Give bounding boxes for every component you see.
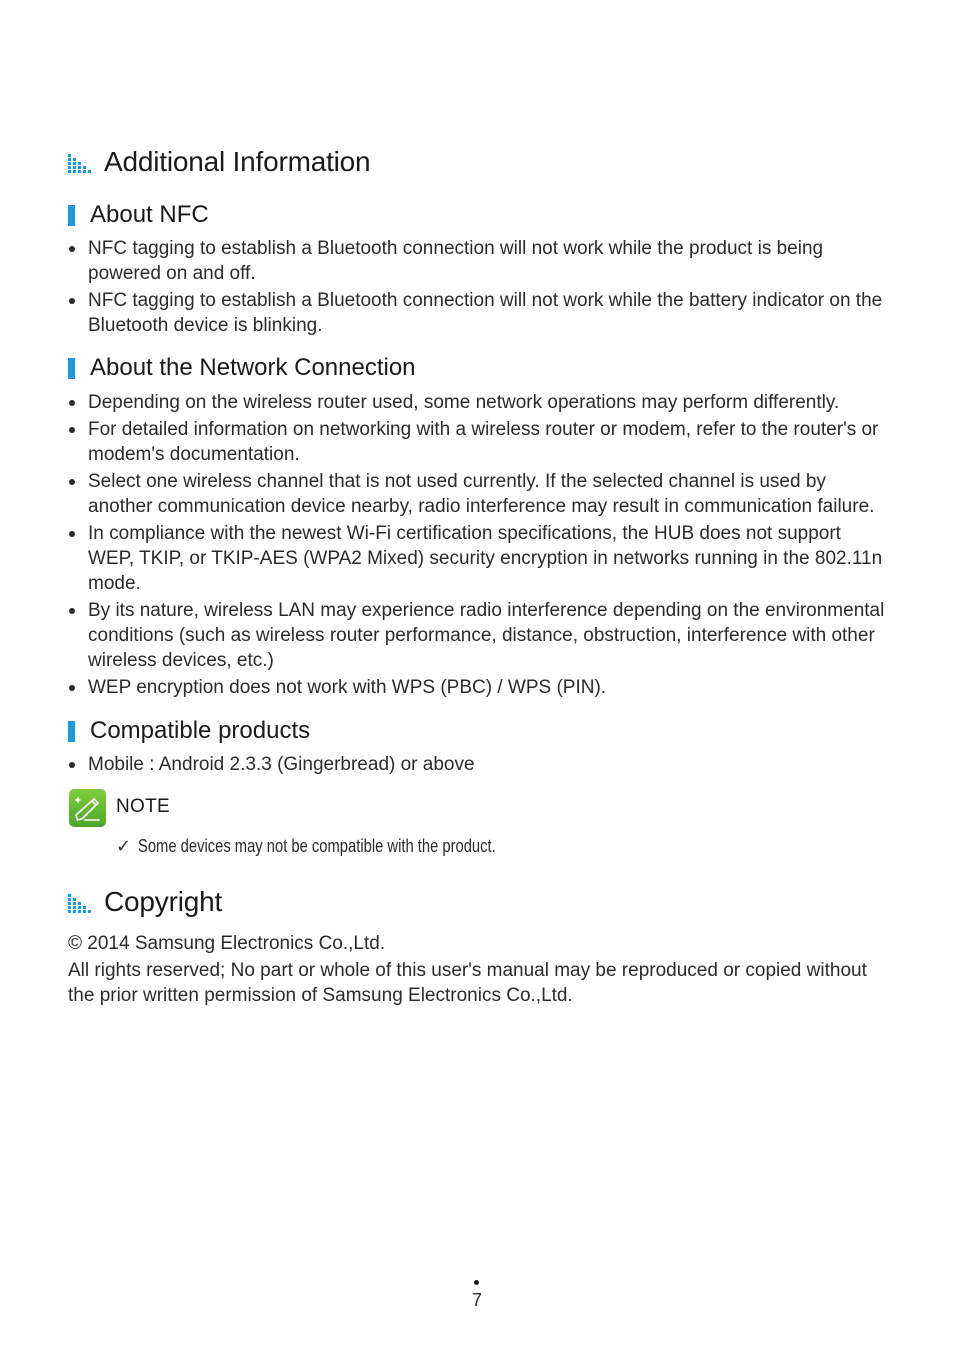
- page-number-dot: [474, 1280, 479, 1285]
- bullet-list-about-network: [68, 390, 890, 702]
- bullet-icon: [69, 608, 75, 614]
- equalizer-bars-icon: [68, 894, 92, 914]
- bullet-icon: [69, 479, 75, 485]
- bullet-list-compatible-products: [68, 752, 890, 779]
- section-title: Copyright: [104, 886, 223, 917]
- subheading-about-nfc: [68, 201, 209, 229]
- list-item: Select one wireless channel that is not used currently. If the selected channel is used by another communication device nearby, radio interference may result in communication failure.: [68, 469, 890, 519]
- pencil-note-icon-graphic: [69, 789, 106, 827]
- bullet-list-about-nfc: [68, 236, 890, 340]
- accent-bar: [68, 721, 75, 742]
- note-text: Some devices may not be compatible with the product.: [138, 836, 496, 856]
- copyright-notice: All rights reserved; No part or whole of this user's manual may be reproduced or copied without the prior written permission of Samsung Electronics Co.,Ltd.: [68, 960, 867, 1006]
- list-item: By its nature, wireless LAN may experience radio interference depending on the environmental conditions (such as wireless router performance, distance, obstruction, interference with other wireless devices, etc.): [68, 598, 890, 673]
- subheading-title: About the Network Connection: [90, 354, 416, 381]
- bullet-icon: [69, 685, 75, 691]
- equalizer-bars-icon: [68, 154, 92, 174]
- subheading-title: Compatible products: [90, 717, 311, 744]
- list-item: Mobile : Android 2.3.3 (Gingerbread) or above: [68, 752, 890, 777]
- note-label: NOTE: [116, 796, 170, 817]
- pencil-note-icon: [69, 789, 106, 827]
- subheading-compatible-products: [68, 717, 310, 745]
- list-item: Depending on the wireless router used, some network operations may perform differently.: [68, 390, 890, 415]
- bullet-icon: [69, 400, 75, 406]
- bullet-icon: [69, 246, 75, 252]
- section-heading-additional-information: [68, 146, 370, 178]
- bullet-icon: [69, 762, 75, 768]
- subheading-about-network: [68, 354, 416, 382]
- subheading-title: About NFC: [90, 201, 209, 228]
- list-item: NFC tagging to establish a Bluetooth connection will not work while the product is being powered on and off.: [68, 236, 890, 286]
- list-item: NFC tagging to establish a Bluetooth connection will not work while the battery indicator on the Bluetooth device is blinking.: [68, 288, 890, 338]
- list-item: WEP encryption does not work with WPS (PBC) / WPS (PIN).: [68, 675, 890, 700]
- bullet-icon: [69, 298, 75, 304]
- bullet-icon: [69, 531, 75, 537]
- bullet-icon: [69, 427, 75, 433]
- note-item: [116, 836, 574, 857]
- section-heading-copyright: [68, 886, 222, 918]
- section-title: Additional Information: [104, 146, 371, 177]
- accent-bar: [68, 358, 75, 379]
- list-item: For detailed information on networking with a wireless router or modem, refer to the router's or modem's documentation.: [68, 417, 890, 467]
- accent-bar: [68, 205, 75, 226]
- page-number: 7: [471, 1290, 482, 1310]
- copyright-line: © 2014 Samsung Electronics Co.,Ltd.: [68, 933, 386, 954]
- list-item: In compliance with the newest Wi-Fi certification specifications, the HUB does not support WEP, TKIP, or TKIP-AES (WPA2 Mixed) security encryption in networks running in the 802.11n mode.: [68, 521, 890, 596]
- checkmark-icon: ✓: [116, 836, 132, 856]
